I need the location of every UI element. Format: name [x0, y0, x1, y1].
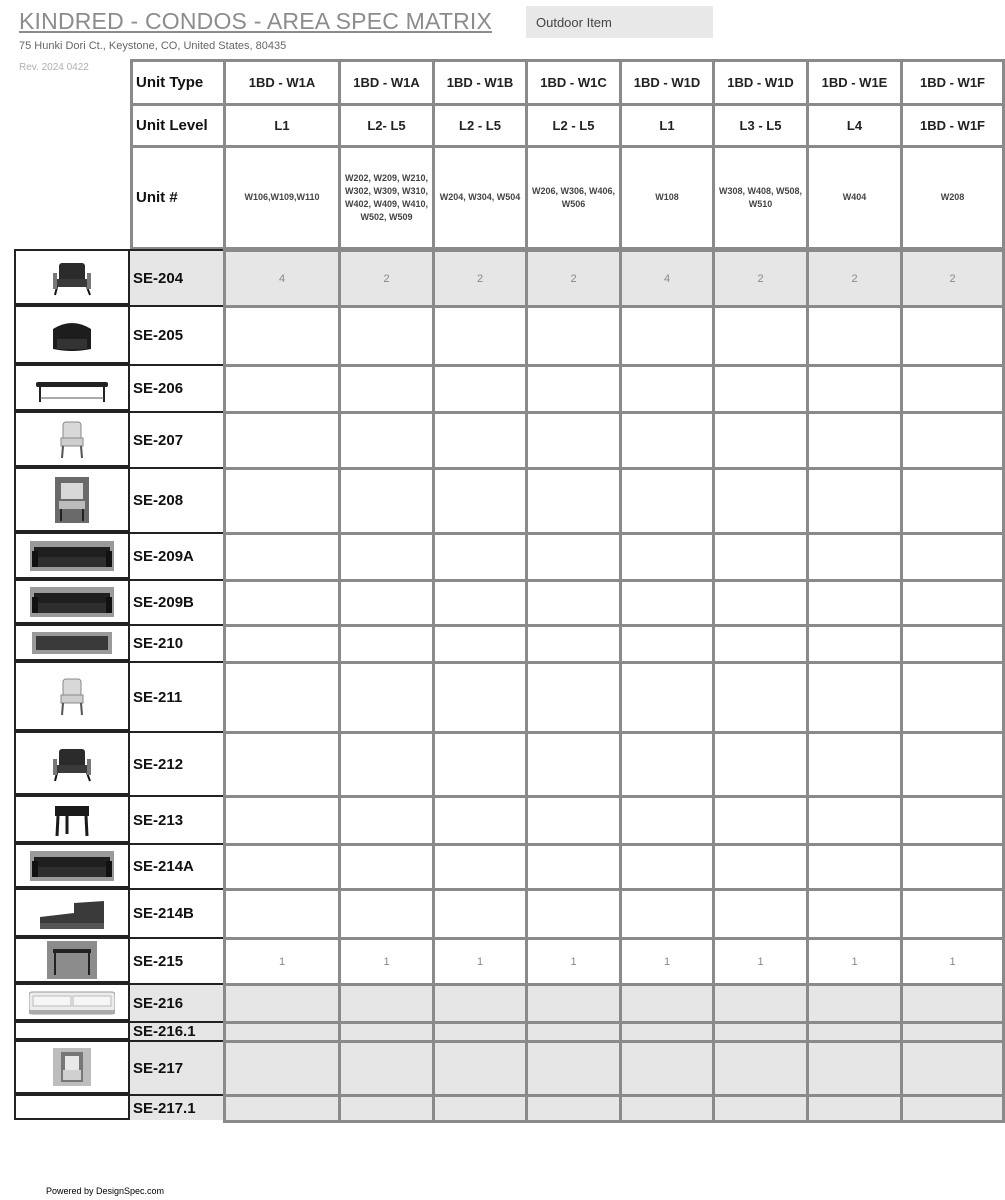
quantity-cell[interactable] [223, 843, 341, 891]
quantity-cell[interactable] [806, 795, 903, 846]
column-units-cell: W308, W408, W508, W510 [712, 145, 809, 250]
quantity-cell[interactable] [619, 532, 715, 582]
item-code: SE-209B [130, 579, 223, 624]
quantity-cell[interactable] [900, 305, 1005, 367]
item-code: SE-216.1 [130, 1021, 223, 1040]
quantity-cell[interactable] [619, 661, 715, 734]
item-code: SE-204 [130, 249, 223, 305]
sofa-icon [30, 851, 114, 881]
quantity-cell[interactable] [619, 411, 715, 470]
lounge-chair-icon [45, 743, 99, 783]
quantity-cell[interactable] [619, 364, 715, 414]
quantity-cell[interactable] [432, 661, 528, 734]
item-code: SE-206 [130, 364, 223, 411]
quantity-cell[interactable] [223, 624, 341, 664]
quantity-cell[interactable]: 2 [900, 249, 1005, 308]
quantity-cell[interactable] [432, 532, 528, 582]
quantity-cell[interactable] [900, 467, 1005, 535]
quantity-cell[interactable]: 1 [223, 937, 341, 986]
quantity-cell[interactable] [900, 411, 1005, 470]
quantity-cell[interactable] [806, 364, 903, 414]
quantity-cell[interactable] [223, 411, 341, 470]
item-code: SE-209A [130, 532, 223, 579]
quantity-cell[interactable] [619, 843, 715, 891]
column-type-cell: 1BD - W1C [525, 59, 622, 106]
quantity-cell[interactable] [432, 467, 528, 535]
quantity-cell[interactable] [619, 795, 715, 846]
quantity-cell[interactable] [712, 305, 809, 367]
quantity-cell[interactable] [712, 843, 809, 891]
quantity-cell[interactable] [432, 843, 528, 891]
column-level-cell: L1 [223, 103, 341, 148]
page-title: KINDRED - CONDOS - AREA SPEC MATRIX [19, 8, 493, 34]
quantity-cell[interactable] [223, 532, 341, 582]
quantity-cell[interactable] [338, 1094, 435, 1123]
sofa-icon [30, 587, 114, 617]
quantity-cell[interactable] [619, 983, 715, 1024]
column-level-cell: L1 [619, 103, 715, 148]
item-code: SE-208 [130, 467, 223, 532]
quantity-cell[interactable] [900, 1040, 1005, 1097]
quantity-cell[interactable] [525, 1040, 622, 1097]
quantity-cell[interactable]: 2 [432, 249, 528, 308]
quantity-cell[interactable] [712, 467, 809, 535]
quantity-cell[interactable] [712, 364, 809, 414]
quantity-cell[interactable] [806, 661, 903, 734]
quantity-cell[interactable] [712, 579, 809, 627]
column-type-cell: 1BD - W1E [806, 59, 903, 106]
quantity-cell[interactable] [619, 579, 715, 627]
column-units-cell: W404 [806, 145, 903, 250]
column-type-cell: 1BD - W1F [900, 59, 1005, 106]
item-image [14, 1021, 130, 1040]
quantity-cell[interactable] [338, 579, 435, 627]
quantity-cell[interactable] [900, 843, 1005, 891]
quantity-cell[interactable] [338, 661, 435, 734]
item-code: SE-213 [130, 795, 223, 843]
item-image [14, 532, 130, 579]
item-code: SE-212 [130, 731, 223, 795]
quantity-cell[interactable] [806, 532, 903, 582]
quantity-cell[interactable] [525, 624, 622, 664]
quantity-cell[interactable] [338, 532, 435, 582]
item-image [14, 843, 130, 888]
header-label-unit-level: Unit Level [130, 103, 226, 148]
quantity-cell[interactable] [806, 411, 903, 470]
item-image [14, 983, 130, 1021]
quantity-cell[interactable] [338, 731, 435, 798]
quantity-cell[interactable] [712, 888, 809, 940]
quantity-cell[interactable] [432, 731, 528, 798]
quantity-cell[interactable] [223, 888, 341, 940]
quantity-cell[interactable] [338, 624, 435, 664]
quantity-cell[interactable]: 2 [712, 249, 809, 308]
quantity-cell[interactable] [432, 305, 528, 367]
quantity-cell[interactable] [338, 983, 435, 1024]
quantity-cell[interactable] [432, 579, 528, 627]
quantity-cell[interactable] [338, 305, 435, 367]
item-code: SE-210 [130, 624, 223, 661]
quantity-cell[interactable] [432, 983, 528, 1024]
column-units-cell: W208 [900, 145, 1005, 250]
outdoor-chair-icon [53, 1048, 91, 1086]
quantity-cell[interactable] [712, 795, 809, 846]
quantity-cell[interactable] [712, 661, 809, 734]
quantity-cell[interactable]: 4 [223, 249, 341, 308]
column-type-cell: 1BD - W1A [223, 59, 341, 106]
quantity-cell[interactable]: 1 [525, 937, 622, 986]
item-code: SE-216 [130, 983, 223, 1021]
column-units-cell: W106,W109,W110 [223, 145, 341, 250]
quantity-cell[interactable] [223, 1094, 341, 1123]
item-code: SE-214A [130, 843, 223, 888]
item-image [14, 364, 130, 411]
quantity-cell[interactable] [712, 624, 809, 664]
item-image [14, 249, 130, 305]
column-units-cell: W206, W306, W406, W506 [525, 145, 622, 250]
quantity-cell[interactable] [712, 731, 809, 798]
quantity-cell[interactable] [525, 579, 622, 627]
quantity-cell[interactable] [806, 624, 903, 664]
quantity-cell[interactable]: 1 [338, 937, 435, 986]
quantity-cell[interactable] [525, 983, 622, 1024]
quantity-cell[interactable] [525, 364, 622, 414]
quantity-cell[interactable] [806, 888, 903, 940]
quantity-cell[interactable] [619, 731, 715, 798]
quantity-cell[interactable] [900, 983, 1005, 1024]
item-image [14, 661, 130, 731]
bench-icon [34, 372, 110, 404]
quantity-cell[interactable]: 2 [338, 249, 435, 308]
item-image [14, 888, 130, 937]
quantity-cell[interactable] [525, 532, 622, 582]
sofa-icon [30, 541, 114, 571]
quantity-cell[interactable] [525, 795, 622, 846]
lounge-chair-icon [45, 257, 99, 297]
quantity-cell[interactable] [900, 364, 1005, 414]
column-type-cell: 1BD - W1A [338, 59, 435, 106]
project-address: 75 Hunki Dori Ct., Keystone, CO, United States, 80435 [19, 40, 287, 52]
column-units-cell: W202, W209, W210, W302, W309, W310, W402, W409, W410, W502, W509 [338, 145, 435, 250]
column-type-cell: 1BD - W1B [432, 59, 528, 106]
quantity-cell[interactable] [525, 305, 622, 367]
quantity-cell[interactable] [432, 624, 528, 664]
column-type-cell: 1BD - W1D [712, 59, 809, 106]
quantity-cell[interactable]: 1 [712, 937, 809, 986]
revision-label: Rev. 2024 0422 [19, 62, 89, 73]
column-units-cell: W204, W304, W504 [432, 145, 528, 250]
column-level-cell: L2 - L5 [525, 103, 622, 148]
quantity-cell[interactable] [432, 411, 528, 470]
item-image [14, 731, 130, 795]
quantity-cell[interactable]: 1 [900, 937, 1005, 986]
quantity-cell[interactable] [806, 467, 903, 535]
quantity-cell[interactable] [900, 661, 1005, 734]
quantity-cell[interactable]: 1 [806, 937, 903, 986]
quantity-cell[interactable]: 2 [525, 249, 622, 308]
quantity-cell[interactable] [900, 888, 1005, 940]
quantity-cell[interactable] [223, 731, 341, 798]
column-type-cell: 1BD - W1D [619, 59, 715, 106]
item-image [14, 579, 130, 624]
quantity-cell[interactable] [900, 532, 1005, 582]
quantity-cell[interactable] [619, 1094, 715, 1123]
quantity-cell[interactable] [223, 795, 341, 846]
quantity-cell[interactable] [619, 467, 715, 535]
quantity-cell[interactable] [432, 1040, 528, 1097]
quantity-cell[interactable]: 1 [432, 937, 528, 986]
quantity-cell[interactable] [712, 983, 809, 1024]
item-image [14, 1094, 130, 1120]
swivel-chair-icon [45, 315, 99, 355]
quantity-cell[interactable] [806, 731, 903, 798]
item-image [14, 624, 130, 661]
side-table-icon [47, 941, 97, 979]
quantity-cell[interactable] [619, 624, 715, 664]
quantity-cell[interactable]: 2 [806, 249, 903, 308]
quantity-cell[interactable] [712, 1094, 809, 1123]
quantity-cell[interactable] [223, 1040, 341, 1097]
item-image [14, 411, 130, 467]
powered-by: Powered by DesignSpec.com [46, 1186, 165, 1196]
quantity-cell[interactable] [432, 795, 528, 846]
quantity-cell[interactable] [619, 888, 715, 940]
quantity-cell[interactable] [432, 888, 528, 940]
quantity-cell[interactable] [525, 1094, 622, 1123]
column-level-cell: L3 - L5 [712, 103, 809, 148]
quantity-cell[interactable] [525, 467, 622, 535]
quantity-cell[interactable] [338, 843, 435, 891]
dining-chair-icon [45, 418, 99, 460]
quantity-cell[interactable] [525, 843, 622, 891]
quantity-cell[interactable] [338, 1040, 435, 1097]
item-image [14, 795, 130, 843]
quantity-cell[interactable] [900, 795, 1005, 846]
outdoor-item-legend: Outdoor Item [526, 6, 713, 38]
outdoor-sofa-icon [29, 988, 115, 1016]
item-code: SE-217.1 [130, 1094, 223, 1120]
column-level-cell: L2- L5 [338, 103, 435, 148]
quantity-cell[interactable] [806, 305, 903, 367]
column-level-cell: 1BD - W1F [900, 103, 1005, 148]
ottoman-icon [32, 630, 112, 656]
quantity-cell[interactable] [338, 364, 435, 414]
quantity-cell[interactable] [806, 843, 903, 891]
quantity-cell[interactable] [338, 888, 435, 940]
quantity-cell[interactable] [223, 579, 341, 627]
item-code: SE-214B [130, 888, 223, 937]
item-image [14, 467, 130, 532]
quantity-cell[interactable] [900, 624, 1005, 664]
quantity-cell[interactable]: 1 [619, 937, 715, 986]
quantity-cell[interactable] [900, 731, 1005, 798]
armchair-icon [45, 475, 99, 525]
item-image [14, 1040, 130, 1094]
quantity-cell[interactable] [712, 1040, 809, 1097]
quantity-cell[interactable] [338, 411, 435, 470]
quantity-cell[interactable] [619, 1040, 715, 1097]
quantity-cell[interactable] [712, 411, 809, 470]
quantity-cell[interactable] [223, 364, 341, 414]
quantity-cell[interactable] [223, 983, 341, 1024]
quantity-cell[interactable] [525, 888, 622, 940]
stool-icon [45, 800, 99, 838]
item-image [14, 937, 130, 983]
quantity-cell[interactable] [806, 579, 903, 627]
quantity-cell[interactable] [525, 411, 622, 470]
quantity-cell[interactable] [806, 1040, 903, 1097]
column-level-cell: L2 - L5 [432, 103, 528, 148]
quantity-cell[interactable] [525, 661, 622, 734]
quantity-cell[interactable] [900, 579, 1005, 627]
item-image [14, 305, 130, 364]
column-units-cell: W108 [619, 145, 715, 250]
quantity-cell[interactable] [619, 305, 715, 367]
quantity-cell[interactable] [223, 305, 341, 367]
quantity-cell[interactable] [223, 661, 341, 734]
dining-chair-icon [45, 675, 99, 717]
quantity-cell[interactable] [712, 532, 809, 582]
item-code: SE-217 [130, 1040, 223, 1094]
item-code: SE-205 [130, 305, 223, 364]
header-label-unit-type: Unit Type [130, 59, 226, 106]
quantity-cell[interactable] [806, 1094, 903, 1123]
chaise-icon [34, 893, 110, 933]
item-code: SE-211 [130, 661, 223, 731]
header-label-unit-num: Unit # [130, 145, 226, 250]
item-code: SE-215 [130, 937, 223, 983]
quantity-cell[interactable] [525, 731, 622, 798]
quantity-cell[interactable] [338, 467, 435, 535]
quantity-cell[interactable] [432, 1094, 528, 1123]
column-level-cell: L4 [806, 103, 903, 148]
quantity-cell[interactable] [806, 983, 903, 1024]
quantity-cell[interactable]: 4 [619, 249, 715, 308]
quantity-cell[interactable] [432, 364, 528, 414]
quantity-cell[interactable] [338, 795, 435, 846]
quantity-cell[interactable] [223, 467, 341, 535]
item-code: SE-207 [130, 411, 223, 467]
quantity-cell[interactable] [900, 1094, 1005, 1123]
